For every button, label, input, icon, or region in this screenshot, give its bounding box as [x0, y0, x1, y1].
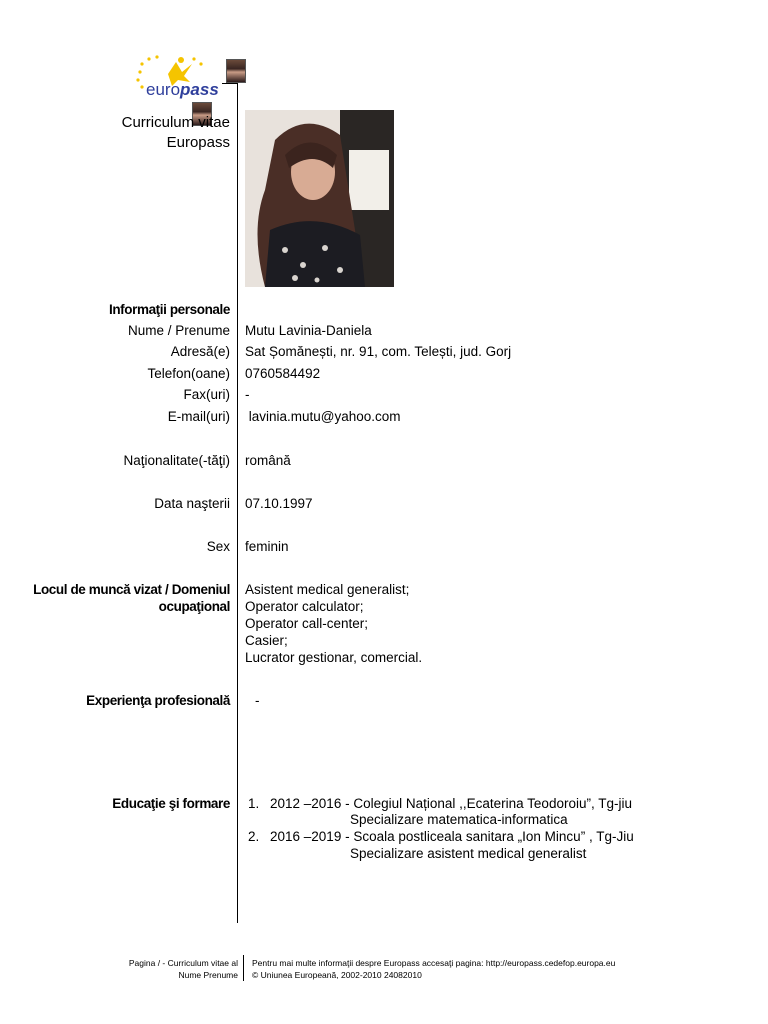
europass-logo: europass	[132, 52, 228, 106]
desired-job-heading	[20, 581, 230, 615]
experience-value: -	[255, 693, 260, 708]
education-item-number: 1.	[248, 796, 260, 811]
phone-value: 0760584492	[245, 366, 321, 381]
email-value[interactable]: lavinia.mutu@yahoo.com	[245, 409, 401, 424]
footer-page-info	[60, 957, 238, 981]
profile-photo	[245, 110, 394, 287]
email-label: E-mail(uri)	[167, 409, 230, 424]
footer-copyright: © Uniunea Europeană, 2002-2010 24082010	[252, 970, 422, 980]
education-item-2-specialization: Specializare asistent medical generalist	[350, 846, 587, 861]
list-item: Operator call-center;	[245, 616, 369, 631]
footer-divider	[243, 955, 244, 981]
nationality-value: română	[245, 453, 291, 468]
nationality-label: Naţionalitate(-tăţi)	[123, 453, 230, 468]
education-item-number: 2.	[248, 829, 260, 844]
education-item-text: 2012 –2016 - Colegiul Național ,,Ecaterina Teodoroiu”, Tg-jiu	[270, 796, 632, 811]
address-label: Adresă(e)	[170, 344, 230, 359]
experience-heading: Experienţa profesională	[86, 693, 230, 708]
education-item-1	[248, 795, 632, 812]
education-heading: Educaţie şi formare	[112, 796, 230, 811]
cv-title-line2: Europass	[166, 134, 230, 151]
sex-label: Sex	[206, 539, 230, 554]
address-value: Sat Șomănești, nr. 91, com. Telești, jud. Gorj	[245, 344, 512, 359]
list-item: Lucrator gestionar, comercial.	[245, 650, 423, 665]
footer-page-line2: Nume Prenume	[178, 970, 238, 980]
footer-info	[252, 957, 615, 981]
desired-job-heading-line1: Locul de muncă vizat / Domeniul	[33, 582, 230, 597]
list-item: Operator calculator;	[245, 599, 364, 614]
footer-europass-link[interactable]: Pentru mai multe informaţii despre Europass accesaţi pagina: http://europass.cedefop.europa.eu	[252, 958, 616, 968]
list-item: Casier;	[245, 633, 288, 648]
education-item-1-specialization: Specializare matematica-informatica	[350, 812, 568, 827]
footer-page-line1: Pagina / - Curriculum vitae al	[128, 958, 238, 968]
phone-label: Telefon(oane)	[147, 366, 230, 381]
birthdate-label: Data naşterii	[154, 496, 230, 511]
cv-title	[112, 113, 230, 153]
cv-title-line1: Curriculum vitae	[121, 114, 230, 131]
fax-value: -	[245, 387, 250, 402]
name-label: Nume / Prenume	[127, 323, 230, 338]
header-rule	[222, 83, 238, 84]
name-value: Mutu Lavinia-Daniela	[245, 323, 372, 338]
column-divider	[237, 83, 238, 923]
education-item-text: 2016 –2019 - Scoala postliceala sanitara „Ion Mincu” , Tg-Jiu	[270, 829, 634, 844]
personal-info-heading: Informaţii personale	[108, 302, 230, 317]
desired-job-heading-line2: ocupaţional	[158, 599, 230, 614]
birthdate-value: 07.10.1997	[245, 496, 313, 511]
education-item-2	[248, 828, 634, 845]
desired-job-list	[245, 581, 422, 666]
list-item: Asistent medical generalist;	[245, 582, 410, 597]
portrait-image	[245, 110, 394, 287]
fax-label: Fax(uri)	[183, 387, 230, 402]
thumbnail-image-top	[226, 59, 246, 83]
sex-value: feminin	[245, 539, 289, 554]
